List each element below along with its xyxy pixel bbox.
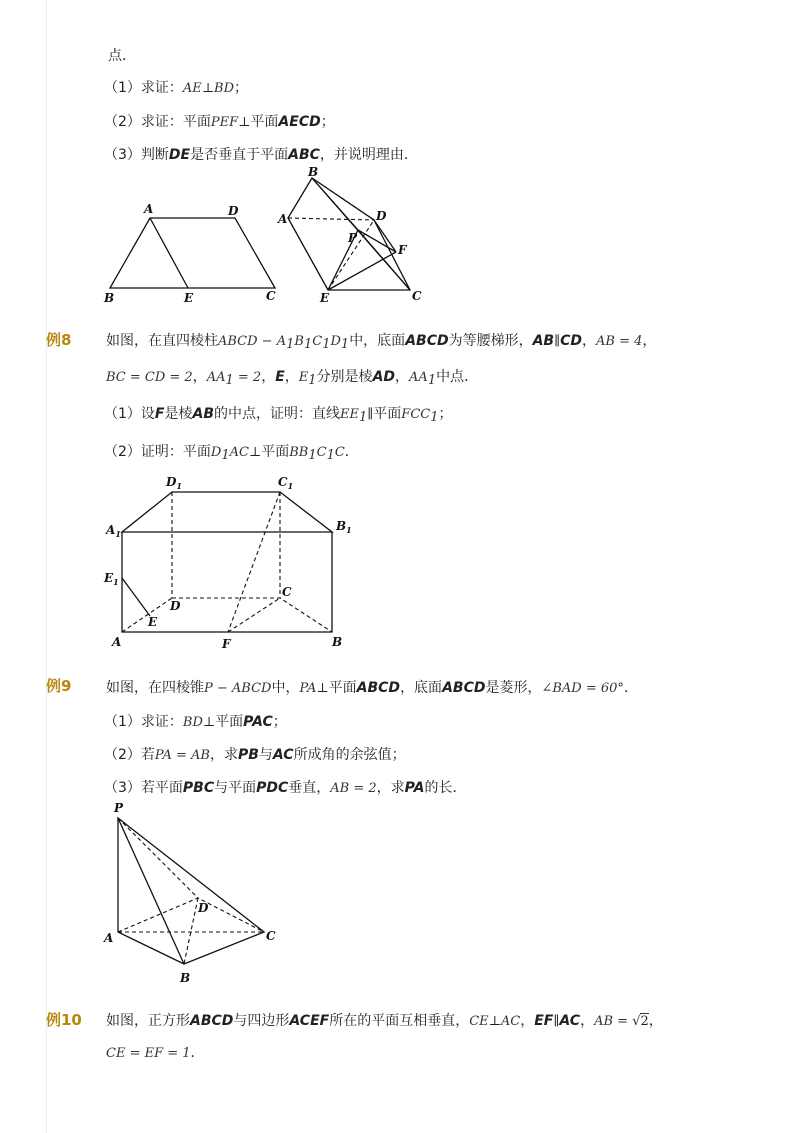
label-B1: $B_1$ [336,519,352,535]
ex8-question-2: （2）证明：平面$D_1AC\perp$平面$BB_1C_1C$． [104,444,359,463]
page-divider [46,0,47,1133]
example-8-label: 例8 [46,331,72,349]
label-F: F [398,243,407,257]
pyramid-figure [100,800,290,990]
label-D: D [198,901,209,915]
ex10-statement-line1: 如图，正方形ABCD与四边形ACEF所在的平面互相垂直，CE⊥AC，EF∥AC，AB = √2， [106,1013,663,1029]
ex8-statement-line2: BC = CD = 2，$AA_1 = 2$，E，$E_1$分别是棱AD，$AA_1$中点． [106,369,479,388]
ex8-question-1: （1）设F是棱AB的中点，证明：直线$EE_1\parallel$平面$FCC_1$； [104,406,453,425]
label-D: D [376,209,387,223]
ex9-question-3: （3）若平面PBC与平面PDC垂直，AB = 2，求PA的长． [104,780,467,796]
label-E: E [184,291,194,305]
prev-question-3: （3）判断DE是否垂直于平面ABC，并说明理由． [104,147,418,163]
label-A1: $A_1$ [106,523,121,539]
prism-figure [100,470,360,650]
ex9-question-2: （2）若PA = AB，求PB与AC所成角的余弦值； [104,747,406,763]
label-B: B [308,165,319,179]
label-E: E [148,615,158,629]
label-C: C [282,585,292,599]
label-C: C [266,289,276,303]
label-D: D [228,204,239,218]
label-D: D [170,599,181,613]
label-A: A [112,635,122,649]
example-9-label: 例9 [46,677,72,695]
ex9-question-1: （1）求证：BD⊥平面PAC； [104,714,287,730]
label-F: F [222,637,231,651]
ex8-statement-line1: 如图，在直四棱柱ABCD − $A_1B_1C_1D_1$中，底面ABCD为等腰梯形，AB∥CD，AB = 4， [106,333,657,352]
label-E: E [320,291,330,305]
prev-question-2: （2）求证：平面PEF⊥平面AECD； [104,114,335,130]
trapezoid-figure [100,198,290,308]
label-C: C [266,929,276,943]
folded-figure [278,166,428,306]
ex10-statement-line2: CE = EF = 1． [106,1045,205,1061]
example-10-label: 例10 [46,1011,82,1029]
prev-question-1: （1）求证：AE⊥BD； [104,80,249,96]
label-C1: $C_1$ [278,475,294,491]
label-D1: $D_1$ [166,475,182,491]
label-C: C [412,289,422,303]
label-P: P [114,801,124,815]
label-A: A [104,931,114,945]
label-P: P [348,231,358,245]
label-A: A [144,202,154,216]
label-B: B [180,971,191,985]
label-B: B [104,291,115,305]
label-B: B [332,635,343,649]
label-E1: $E_1$ [104,571,119,587]
prev-line0: 点． [108,48,136,64]
label-A: A [278,212,288,226]
ex9-statement: 如图，在四棱锥P − ABCD中，PA⊥平面ABCD，底面ABCD是菱形，∠BAD = 60°． [106,680,638,696]
